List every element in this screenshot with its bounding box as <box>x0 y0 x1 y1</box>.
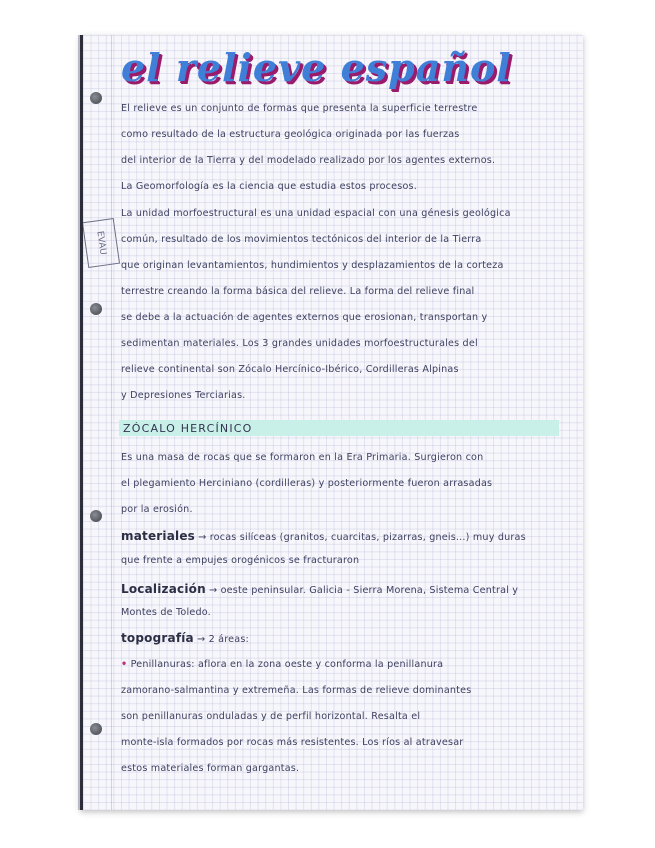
text-line: el plegamiento Herciniano (cordilleras) y posteriormente fueron arrasadas <box>121 478 493 489</box>
section-heading: ZÓCALO HERCÍNICO <box>123 422 253 435</box>
text-line: que originan levantamientos, hundimientos y desplazamientos de la corteza <box>121 260 504 271</box>
text-line: como resultado de la estructura geológica originada por las fuerzas <box>121 129 460 140</box>
text-line: estos materiales forman gargantas. <box>121 763 300 774</box>
page-title: el relieve español <box>121 45 512 90</box>
text-line: se debe a la actuación de agentes externos que erosionan, transportan y <box>121 312 488 323</box>
bullet-text: Penillanuras: aflora en la zona oeste y conforma la penillanura <box>130 659 444 670</box>
arrow-icon: → <box>197 634 206 645</box>
text-line: La Geomorfología es la ciencia que estudia estos procesos. <box>121 181 417 192</box>
text-line: Montes de Toledo. <box>121 607 211 618</box>
text-line: zamorano-salmantina y extremeña. Las formas de relieve dominantes <box>121 685 472 696</box>
binder-hole <box>90 723 102 735</box>
text-line: relieve continental son Zócalo Hercínico-Ibérico, Cordilleras Alpinas <box>121 364 459 375</box>
arrow-icon: → <box>198 532 207 543</box>
text-line: El relieve es un conjunto de formas que presenta la superficie terrestre <box>121 103 478 114</box>
localizacion-line <box>121 582 571 596</box>
topografia-line <box>121 631 571 645</box>
localizacion-term: Localización <box>121 582 206 596</box>
topografia-text: 2 áreas: <box>208 634 249 645</box>
binder-hole <box>90 92 102 104</box>
text-line: monte-isla formados por rocas más resistentes. Los ríos al atravesar <box>121 737 464 748</box>
materiales-line <box>121 529 571 543</box>
materiales-text: rocas silíceas (granitos, cuarcitas, pizarras, gneis...) muy duras <box>209 532 526 543</box>
bullet-icon: • <box>121 659 128 670</box>
bullet-line <box>121 659 571 670</box>
notebook-page <box>80 35 583 810</box>
binder-hole <box>90 510 102 522</box>
evau-stamp: EVAU <box>82 218 120 268</box>
binder-hole <box>90 303 102 315</box>
topografia-term: topografía <box>121 631 194 645</box>
text-line: y Depresiones Terciarias. <box>121 390 246 401</box>
text-line: del interior de la Tierra y del modelado realizado por los agentes externos. <box>121 155 496 166</box>
text-line: sedimentan materiales. Los 3 grandes unidades morfoestructurales del <box>121 338 478 349</box>
text-line: común, resultado de los movimientos tectónicos del interior de la Tierra <box>121 234 482 245</box>
text-line: Es una masa de rocas que se formaron en la Era Primaria. Surgieron con <box>121 452 484 463</box>
text-line: por la erosión. <box>121 504 193 515</box>
localizacion-text: oeste peninsular. Galicia - Sierra Morena, Sistema Central y <box>220 585 519 596</box>
materiales-term: materiales <box>121 529 195 543</box>
margin-line <box>111 35 112 810</box>
text-line: son penillanuras onduladas y de perfil horizontal. Resalta el <box>121 711 421 722</box>
text-line: La unidad morfoestructural es una unidad espacial con una génesis geológica <box>121 208 511 219</box>
text-line: que frente a empujes orogénicos se fracturaron <box>121 555 360 566</box>
text-line: terrestre creando la forma básica del relieve. La forma del relieve final <box>121 286 475 297</box>
arrow-icon: → <box>209 585 218 596</box>
